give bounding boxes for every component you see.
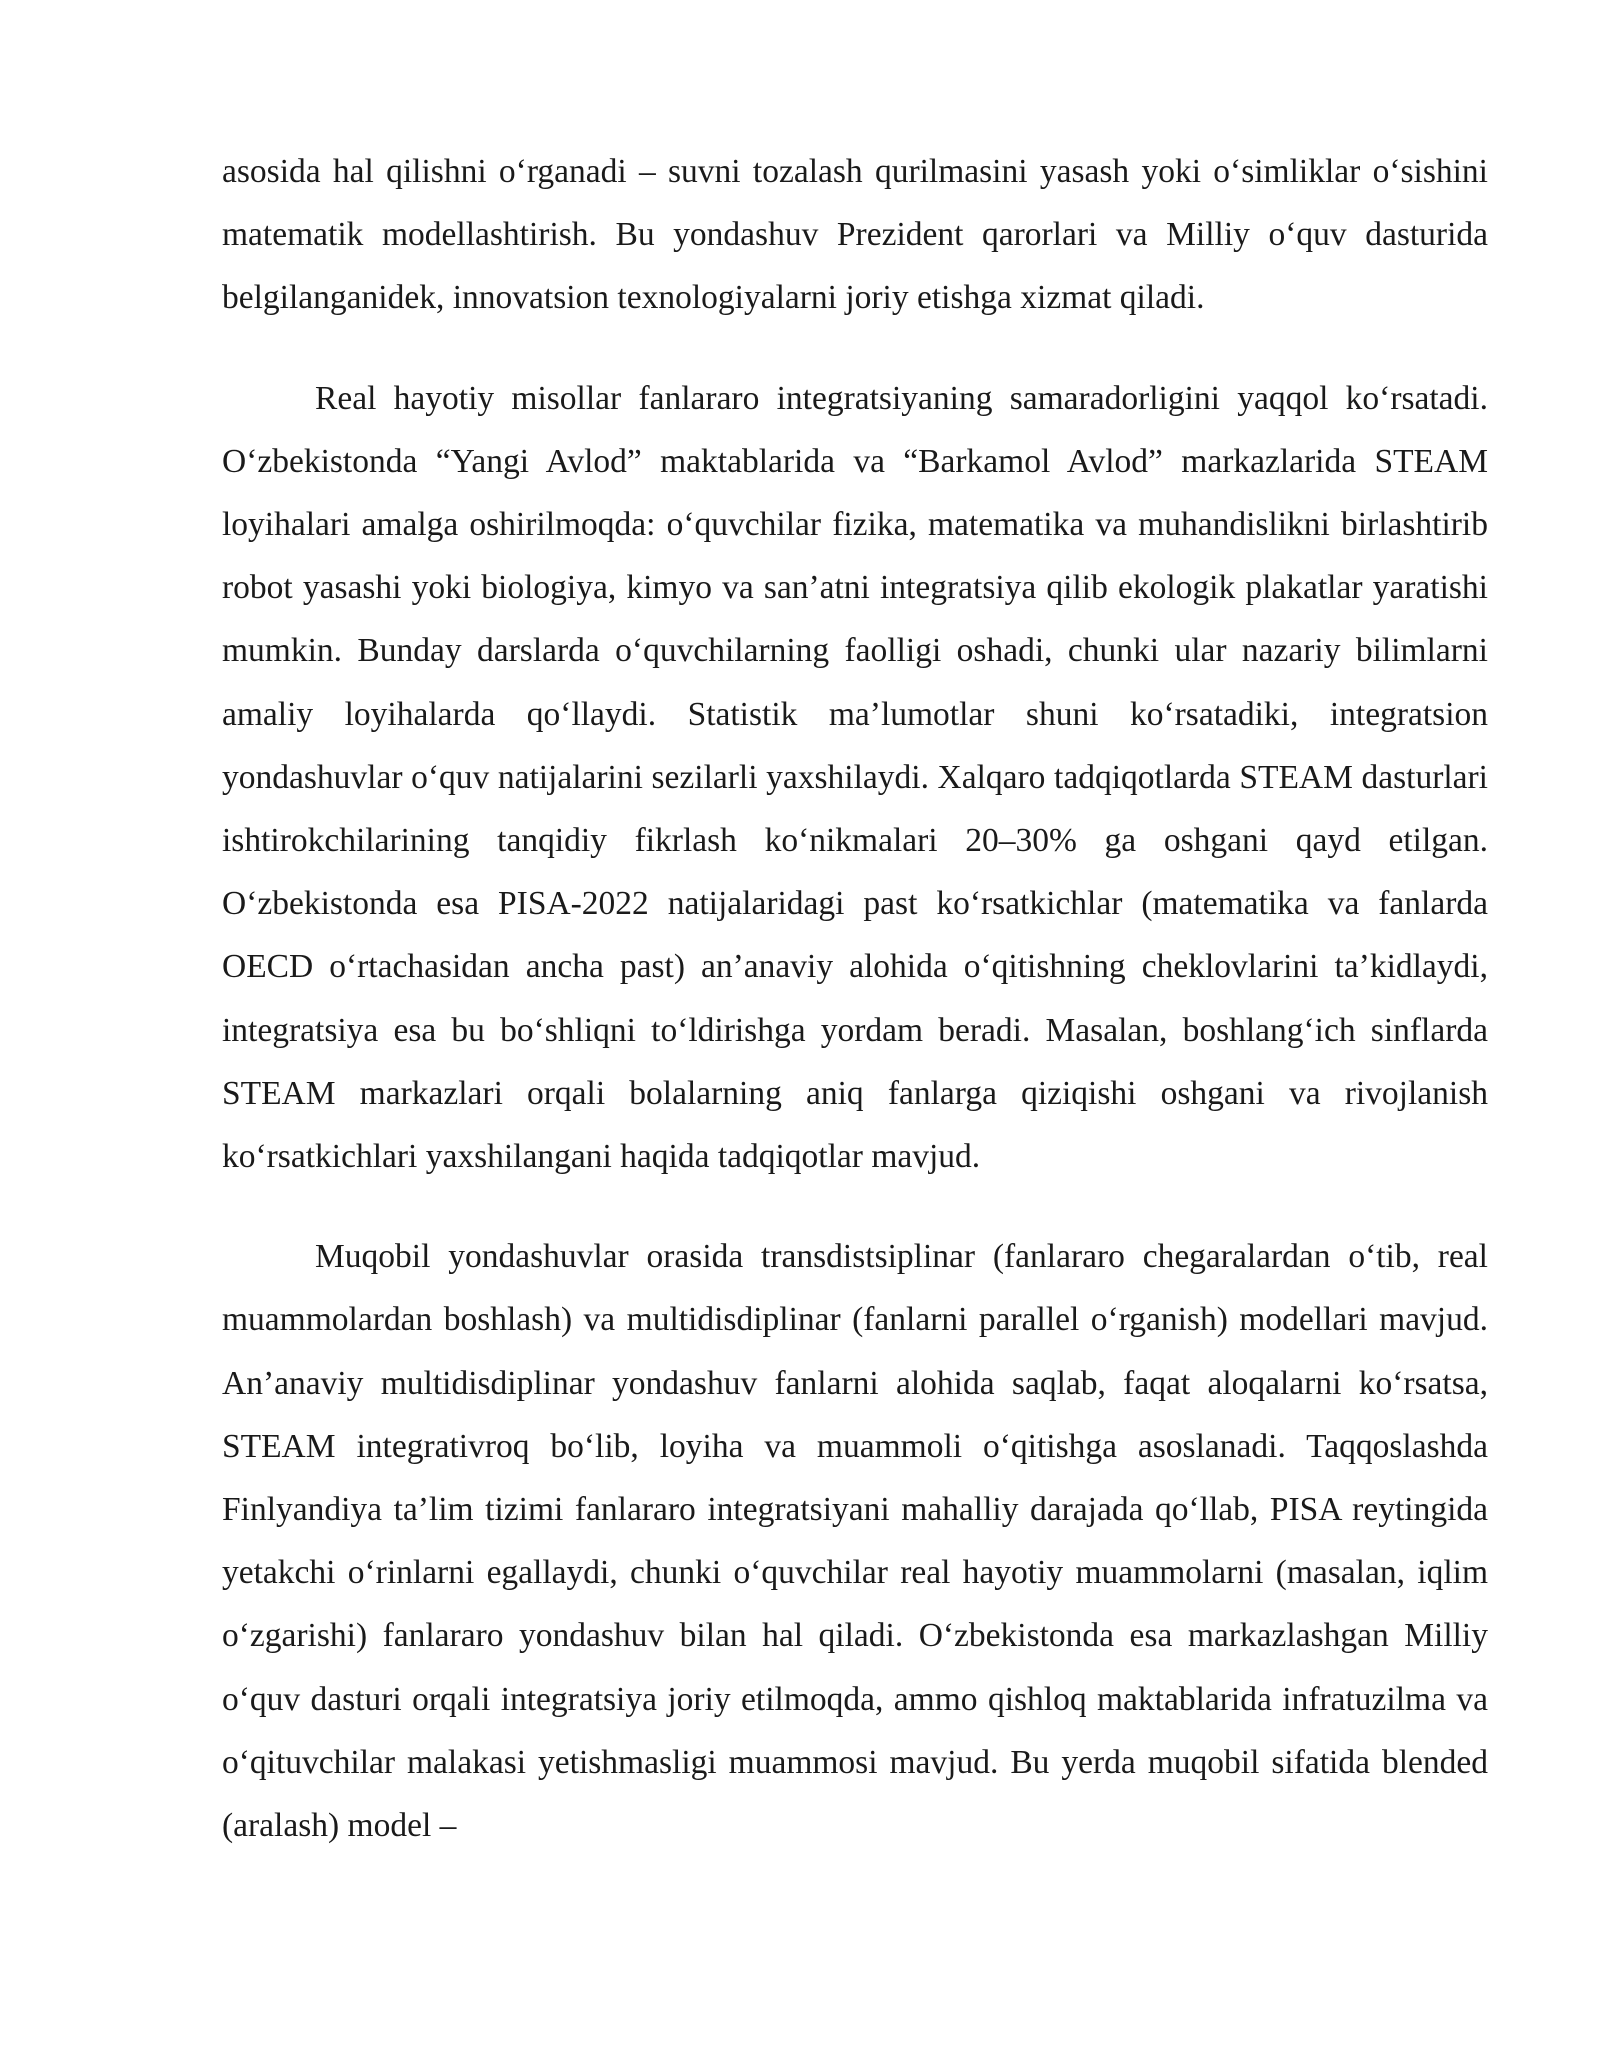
paragraph-real-examples: Real hayotiy misollar fanlararo integratsiyaning samaradorligini yaqqol ko‘rsatadi. O‘zbekistonda “Yangi Avlod” maktablarida va “Barkamol Avlod” markazlarida STEAM loyihalari amalga oshirilmoqda: o‘quvchilar fizika, matematika va muhandislikni birlashtirib robot yasashi yoki biologiya, kimyo va san’atni integratsiya qilib ekologik plakatlar yaratishi mumkin. Bunday darslarda o‘quvchilarning faolligi oshadi, chunki ular nazariy bilimlarni amaliy loyihalarda qo‘llaydi. Statistik ma’lumotlar shuni ko‘rsatadiki, integratsion yondashuvlar o‘quv natijalarini sezilarli yaxshilaydi. Xalqaro tadqiqotlarda STEAM dasturlari ishtirokchilarining tanqidiy fikrlash ko‘nikmalari 20–30% ga oshgani qayd etilgan. O‘zbekistonda esa PISA-2022 natijalaridagi past ko‘rsatkichlar (matematika va fanlarda OECD o‘rtachasidan ancha past) an’anaviy alohida o‘qitishning cheklovlarini ta’kidlaydi, integratsiya esa bu bo‘shliqni to‘ldirishga yordam beradi. Masalan, boshlang‘ich sinflarda STEAM markazlari orqali bolalarning aniq fanlarga qiziqishi oshgani va rivojlanish ko‘rsatkichlari yaxshilangani haqida tadqiqotlar mavjud. [222,379,1488,1176]
paragraph-gap [222,1188,1488,1225]
document-page [222,140,1488,1857]
paragraph-gap [222,330,1488,367]
paragraph-continuation: asosida hal qilishni o‘rganadi – suvni tozalash qurilmasini yasash yoki o‘simliklar o‘sishini matematik modellashtirish. Bu yondashuv Prezident qarorlari va Milliy o‘quv dasturida belgilanganidek, innovatsion texnologiyalarni joriy etishga xizmat qiladi. [222,153,1488,317]
paragraph-alternative-approaches: Muqobil yondashuvlar orasida transdistsiplinar (fanlararo chegaralardan o‘tib, real muammolardan boshlash) va multidisdiplinar (fanlarni parallel o‘rganish) modellari mavjud. An’anaviy multidisdiplinar yondashuv fanlarni alohida saqlab, faqat aloqalarni ko‘rsatsa, STEAM integrativroq bo‘lib, loyiha va muammoli o‘qitishga asoslanadi. Taqqoslashda Finlyandiya ta’lim tizimi fanlararo integratsiyani mahalliy darajada qo‘llab, PISA reytingida yetakchi o‘rinlarni egallaydi, chunki o‘quvchilar real hayotiy muammolarni (masalan, iqlim o‘zgarishi) fanlararo yondashuv bilan hal qiladi. O‘zbekistonda esa markazlashgan Milliy o‘quv dasturi orqali integratsiya joriy etilmoqda, ammo qishloq maktablarida infratuzilma va o‘qituvchilar malakasi yetishmasligi muammosi mavjud. Bu yerda muqobil sifatida blended (aralash) model – [222,1238,1488,1845]
